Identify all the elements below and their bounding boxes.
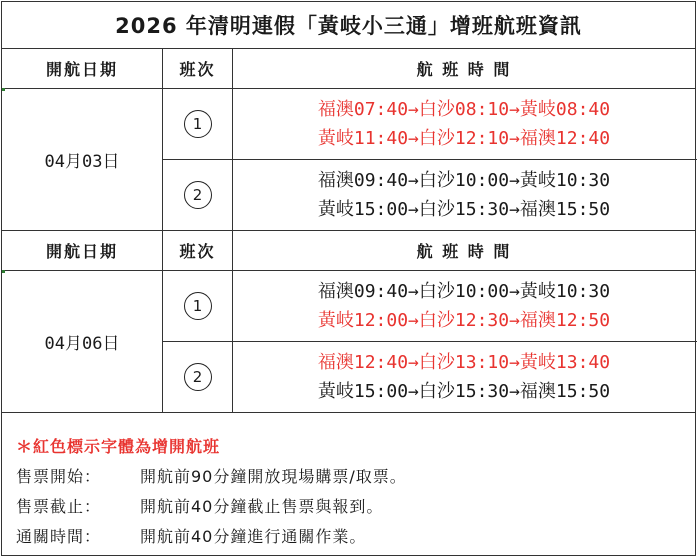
- schedule-table: [1, 1, 696, 556]
- header-trip: 班次: [179, 242, 216, 261]
- note-text: 開航前90分鐘開放現場購票/取票。: [140, 467, 407, 486]
- sailing-date: 04月03日: [44, 152, 120, 172]
- trip-number-badge: 2: [184, 363, 212, 391]
- note-text: 開航前40分鐘進行通關作業。: [140, 527, 367, 546]
- route-line: 福澳09:40→白沙10:00→黃岐10:30: [317, 281, 611, 302]
- route-group: [233, 271, 695, 341]
- route-group: [233, 342, 695, 412]
- route-line: 黃岐15:00→白沙15:30→福澳15:50: [317, 381, 611, 402]
- legend-note: ＊紅色標示字體為增開航班: [16, 437, 221, 456]
- route-group: [233, 160, 695, 230]
- header-trip: 班次: [179, 60, 216, 79]
- note-row: [16, 492, 685, 522]
- note-label: 售票開始：: [16, 467, 102, 486]
- header-schedule: 航 班 時 間: [416, 242, 512, 261]
- trip-number-badge: 2: [184, 181, 212, 209]
- route-line: 福澳09:40→白沙10:00→黃岐10:30: [317, 170, 611, 191]
- note-row: [16, 462, 685, 492]
- note-row: [16, 522, 685, 552]
- header-date: 開航日期: [45, 242, 118, 261]
- header-date: 開航日期: [45, 60, 118, 79]
- header-schedule: 航 班 時 間: [416, 60, 512, 79]
- divider: [2, 412, 695, 413]
- route-line: 黃岐12:00→白沙12:30→福澳12:50: [317, 310, 611, 331]
- trip-number-badge: 1: [184, 292, 212, 320]
- trip-number: [163, 160, 232, 230]
- route-line: 福澳12:40→白沙13:10→黃岐13:40: [317, 352, 611, 373]
- route-group: [233, 89, 695, 159]
- notes-section: [16, 432, 685, 552]
- trip-number: [163, 89, 232, 159]
- route-line: 黃岐11:40→白沙12:10→福澳12:40: [317, 128, 611, 149]
- note-text: 開航前40分鐘截止售票與報到。: [140, 497, 384, 516]
- page-title: 2026 年清明連假「黃岐小三通」增班航班資訊: [115, 14, 582, 38]
- sailing-date: 04月06日: [44, 334, 120, 354]
- trip-number-badge: 1: [184, 110, 212, 138]
- route-line: 黃岐15:00→白沙15:30→福澳15:50: [317, 199, 611, 220]
- note-label: 通關時間：: [16, 527, 102, 546]
- route-line: 福澳07:40→白沙08:10→黃岐08:40: [317, 99, 611, 120]
- trip-number: [163, 342, 232, 412]
- note-label: 售票截止：: [16, 497, 102, 516]
- trip-number: [163, 271, 232, 341]
